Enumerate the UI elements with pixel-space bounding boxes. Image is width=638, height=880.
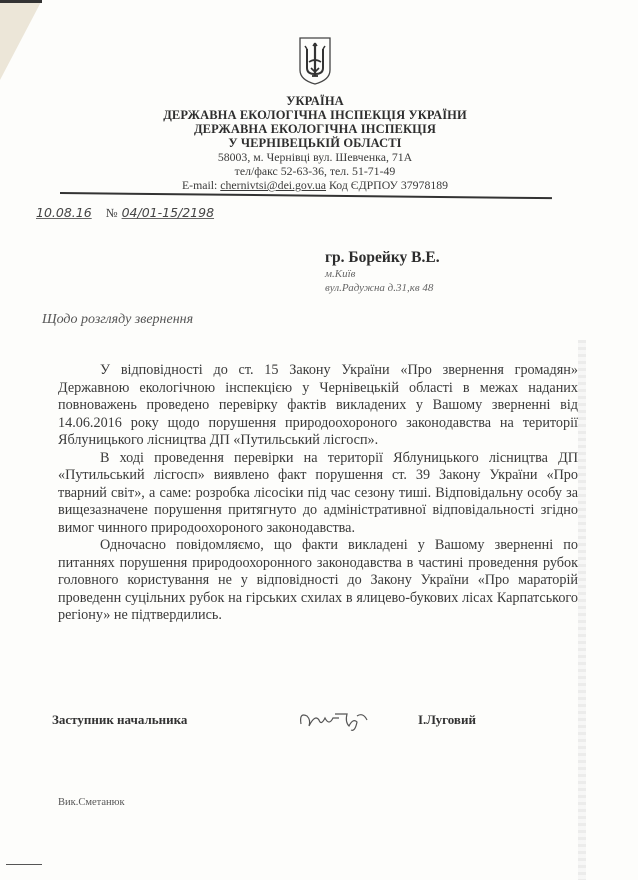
country-name: УКРАЇНА xyxy=(286,94,344,108)
addressee-name: гр. Борейку В.Е. xyxy=(325,249,440,266)
signatory-name: І.Луговий xyxy=(418,712,476,727)
agency-phones: тел/факс 52-63-36, тел. 51-71-49 xyxy=(234,164,396,178)
trident-coat-of-arms-icon xyxy=(298,36,332,86)
scan-corner-shadow xyxy=(0,0,42,80)
email-label: E-mail: xyxy=(181,178,218,192)
addressee-block xyxy=(325,249,440,295)
scan-mark xyxy=(6,864,42,865)
edrpou-code: Код ЄДРПОУ 37978189 xyxy=(329,178,449,192)
scan-edge xyxy=(0,0,42,3)
body-paragraph: В ході проведення перевірки на території Яблуницького лісництва ДП «Путильський лісгосп» виявлено факт порушення ст. 39 Закону України «Про тварний світ», а саме: розробка лісосіки під час сезону тиші. Відповідальну особу за вищезазначене порушення притягнуто до адміністративної відповідальності згідно вимог чинного природоохороного законодавства. xyxy=(58,449,578,536)
executor-name: Вик.Сметанюк xyxy=(58,797,125,808)
body-paragraph: У відповідності до ст. 15 Закону України «Про звернення громадян» Державною екологічною інспекцією у Чернівецькій області в межах наданих повноважень проведено перевірку фактів викладених у Вашому зверненні від 14.06.2016 року щодо порушення природоохороного законодавства на території Яблуницького лісництва ДП «Путильський лісгосп». xyxy=(58,362,578,448)
addressee-city: м.Київ xyxy=(325,268,356,280)
handwritten-signature-icon xyxy=(295,704,375,734)
registration-date: 10.08.16 xyxy=(36,205,92,220)
addressee-street: вул.Радужна д.31,кв 48 xyxy=(325,282,434,294)
signatory-position: Заступник начальника xyxy=(52,712,188,727)
agency-address: 58003, м. Чернівці вул. Шевченка, 71А xyxy=(217,150,413,164)
department-name-line2: У ЧЕРНІВЕЦЬКІЙ ОБЛАСТІ xyxy=(228,136,402,150)
department-name-line1: ДЕРЖАВНА ЕКОЛОГІЧНА ІНСПЕКЦІЯ xyxy=(193,122,437,136)
signature-block xyxy=(52,712,512,742)
letter-subject: Щодо розгляду звернення xyxy=(42,312,194,327)
scan-artifact-strip xyxy=(578,340,586,880)
agency-name: ДЕРЖАВНА ЕКОЛОГІЧНА ІНСПЕКЦІЯ УКРАЇНИ xyxy=(163,108,467,122)
letter-body xyxy=(58,362,578,625)
letterhead-divider xyxy=(60,192,552,199)
registration-line xyxy=(36,205,214,221)
number-label: № xyxy=(105,206,118,220)
registration-number: 04/01-15/2198 xyxy=(121,205,215,220)
body-paragraph: Одночасно повідомляємо, що факти викладені у Вашому зверненні по питаннях порушення природоохоронного законодавства в частині проведення рубок головного користування не у відповідності до Закону України «Про мараторій проведенн суцільних рубок на гірських схилах в ялицево-букових лісах Карпатського регіону» не підтвердились. xyxy=(58,537,578,623)
email-link[interactable]: chernivtsi@dei.gov.ua xyxy=(220,178,327,192)
letterhead xyxy=(150,36,480,192)
agency-contacts xyxy=(150,178,480,192)
